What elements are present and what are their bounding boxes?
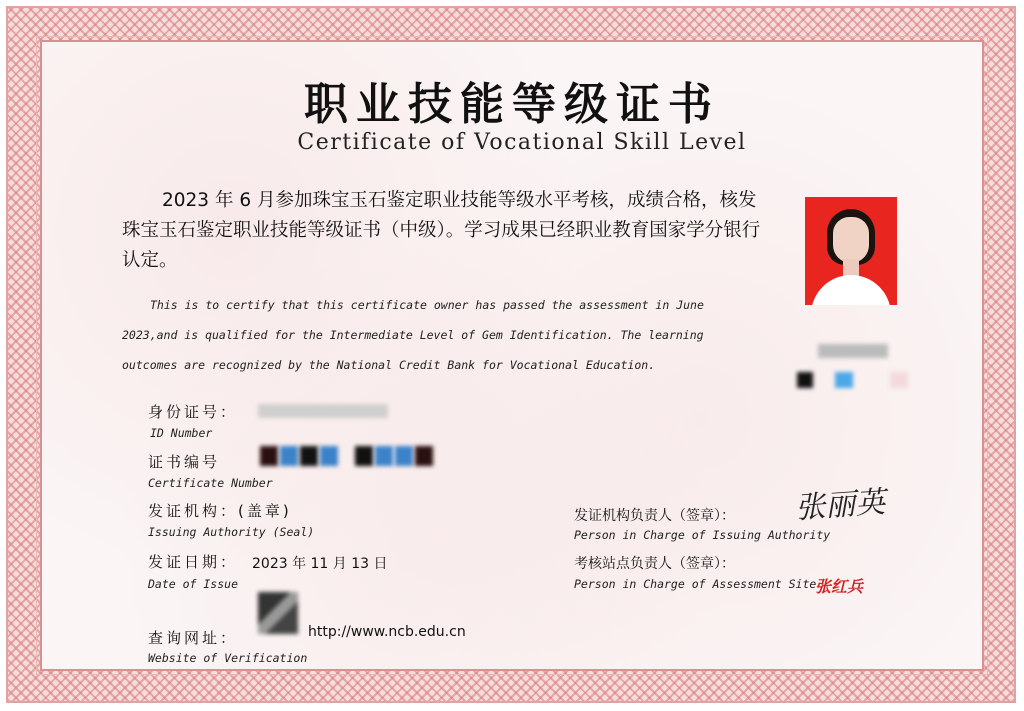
id-number-label-en: ID Number (150, 426, 213, 440)
redacted-block (835, 372, 853, 388)
certificate-number-label-en: Certificate Number (148, 476, 273, 490)
issuing-authority-label: 发证机构：(盖章) (148, 502, 292, 520)
redacted-name (818, 344, 888, 358)
date-of-issue-label-en: Date of Issue (148, 577, 239, 591)
holder-photo (805, 197, 897, 305)
date-of-issue-label: 发证日期： (148, 553, 239, 571)
site-head-label: 考核站点负责人（签章）： (574, 556, 735, 572)
redacted-block (797, 372, 813, 388)
redacted-cert-number (320, 446, 338, 466)
id-number-label: 身份证号： (148, 403, 239, 421)
website-label-en: Website of Verification (148, 651, 308, 665)
redacted-block (890, 372, 908, 388)
website-link[interactable]: http://www.ncb.edu.cn (308, 624, 466, 640)
certificate-body-en: This is to certify that this certificate owner has passed the assessment in June 2023,and is qualified for the Intermediate Level of Gem Identification. The learning outcomes are recognized by the National Credit Bank for Vocational Education. (122, 298, 704, 372)
issuer-head-signature: 张丽英 (794, 484, 887, 527)
issuer-head-label: 发证机构负责人（签章）： (574, 508, 735, 524)
redacted-cert-number (395, 446, 413, 466)
certificate-title-cn: 职业技能等级证书 (304, 79, 720, 130)
redacted-cert-number (280, 446, 298, 466)
website-label: 查询网址： (148, 629, 239, 647)
redacted-cert-number (415, 446, 433, 466)
photo-shirt (811, 275, 891, 305)
issuing-authority-label-en: Issuing Authority (Seal) (148, 525, 315, 539)
redacted-cert-number (300, 446, 318, 466)
redacted-qr-code (258, 592, 298, 634)
photo-face (833, 217, 869, 263)
date-of-issue-value: 2023 年 11 月 13 日 (252, 556, 388, 572)
redacted-cert-number (260, 446, 278, 466)
certificate-number-label: 证书编号 (148, 453, 221, 471)
site-head-label-en: Person in Charge of Assessment Site (574, 577, 817, 591)
redacted-cert-number (375, 446, 393, 466)
certificate-title-en: Certificate of Vocational Skill Level (297, 130, 747, 155)
site-head-signature: 张红兵 (815, 577, 864, 596)
certificate-body-cn: 2023 年 6 月参加珠宝玉石鉴定职业技能等级水平考核，成绩合格，核发珠宝玉石鉴定职业技能等级证书（中级）。学习成果已经职业教育国家学分银行认定。 (122, 190, 761, 271)
redacted-id-number (258, 404, 388, 418)
redacted-cert-number (355, 446, 373, 466)
issuer-head-label-en: Person in Charge of Issuing Authority (574, 528, 831, 542)
